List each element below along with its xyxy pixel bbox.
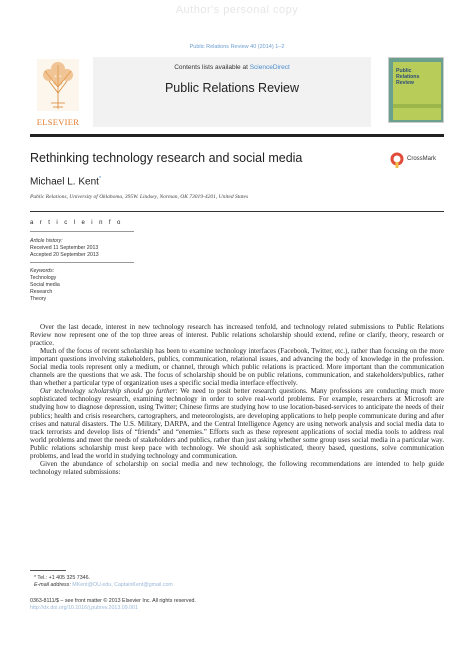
received-date: Received 11 September 2013 xyxy=(30,245,99,251)
author-text: Michael L. Kent xyxy=(30,176,99,188)
paragraph-text: : We need to posit better research questions. Many professions are conducting much more sophisticated technology research, examining technology in order to solve real-world problems. For example, researchers at Microsoft are studying how to diagnose depression, using Twitter; Chinese firms are studying how to use location-based-services to anticipate the needs of their publics; health and crisis researchers, cartographers, and meteorologists, are developing applications to help people communicate during and after crises and natural disasters. The U.S. Military, DARPA, and the Central Intelligence Agency are using network analysis and social media data to track terrorists and develop lists of “friends” and “enemies.” Efforts such as these represent applications of social media tools to address real world problems and meet the needs of stakeholders and publics, rather than just asking whether some group uses social media in a particular way. Public relations scholarship must keep pace with technology. We should ask sophisticated, theory based, questions, solve communication problems, and lead the world in studying technology and communication. xyxy=(30,387,445,460)
author-footnote xyxy=(34,575,173,589)
journal-banner xyxy=(93,57,371,127)
email-link[interactable]: MKent@OU.edu, CaptainKent@gmail.com xyxy=(72,582,173,588)
footnote-rule xyxy=(30,570,66,571)
emphasis-text: Our technology scholarship should go further xyxy=(40,387,176,396)
issn-block xyxy=(30,598,196,612)
crossmark-label: CrossMark xyxy=(407,156,437,162)
author-affiliation: Public Relations, University of Oklahoma, 395W. Lindsey, Norman, OK 73019-4201, United States xyxy=(30,194,249,200)
keywords-label: Keywords: xyxy=(30,268,55,274)
keywords-rule xyxy=(30,262,134,263)
history-label: Article history: xyxy=(30,238,63,244)
crossmark-badge[interactable] xyxy=(390,152,446,170)
publisher-logo xyxy=(30,57,86,127)
email-label: E-mail address: xyxy=(34,582,73,588)
article-title: Rethinking technology research and social media xyxy=(30,151,303,165)
contents-prefix: Contents lists available at xyxy=(174,64,250,71)
info-top-rule xyxy=(30,211,444,212)
keyword-item: Technology xyxy=(30,275,57,281)
body-paragraph xyxy=(30,387,444,459)
doi-link[interactable]: http://dx.doi.org/10.1016/j.pubrev.2013.09.001 xyxy=(30,605,138,611)
body-paragraph: Over the last decade, interest in new technology research has increased tenfold, and technology related submissions to Public Relations Review now represent one of the top three areas of interest. Public relations scholarship should extend, refine or clarify, theory, research or practice. xyxy=(30,323,444,348)
article-info-heading: a r t i c l e i n f o xyxy=(30,220,123,226)
keyword-item: Theory xyxy=(30,296,47,302)
body-paragraph: Given the abundance of scholarship on social media and new technology, the following recommendations are intended to help guide technology related submissions: xyxy=(30,459,444,476)
watermark: Author's personal copy xyxy=(175,4,299,16)
header-rule xyxy=(30,134,444,137)
keywords-block xyxy=(30,268,60,303)
journal-citation[interactable]: Public Relations Review 40 (2014) 1–2 xyxy=(189,44,285,50)
keyword-item: Research xyxy=(30,289,53,295)
accepted-date: Accepted 20 September 2013 xyxy=(30,252,99,258)
article-history xyxy=(30,238,99,259)
copyright-line: 0363-8111/$ – see front matter © 2013 Elsevier Inc. All rights reserved. xyxy=(30,598,196,604)
cover-stripe xyxy=(393,104,441,108)
publisher-name: ELSEVIER xyxy=(36,117,80,127)
journal-cover xyxy=(388,57,444,123)
journal-header xyxy=(30,57,444,127)
elsevier-tree-icon xyxy=(37,59,79,111)
author-name xyxy=(30,176,101,187)
journal-title: Public Relations Review xyxy=(164,81,300,95)
article-body xyxy=(30,323,444,476)
article-info-rule xyxy=(30,231,134,232)
crossmark-icon xyxy=(390,152,404,168)
footnote-email xyxy=(34,582,173,589)
author-footnote-mark[interactable]: * xyxy=(98,176,102,182)
body-paragraph: Much of the focus of recent scholarship has been to examine technology interfaces (Facebook, Twitter, etc.), rather than focusing on the more important questions involving stakeholders, publics, communication, relational issues, and advancing the body of knowledge in the profession. Social media tools represent only a medium, or channel, through which public relations is practiced. More important than the communication channels are the questions that we ask. The focus of scholarship should be on public relations, communication, and stakeholders/publics, rather than whether a particular type of organization uses a specific social media interface effectively. xyxy=(30,347,444,388)
keyword-item: Social media xyxy=(30,282,60,288)
contents-line xyxy=(93,64,371,71)
footnote-tel: * Tel.: +1 405 325 7346. xyxy=(34,575,91,581)
sciencedirect-link[interactable]: ScienceDirect xyxy=(249,64,290,71)
cover-title: Public Relations Review xyxy=(396,68,420,86)
